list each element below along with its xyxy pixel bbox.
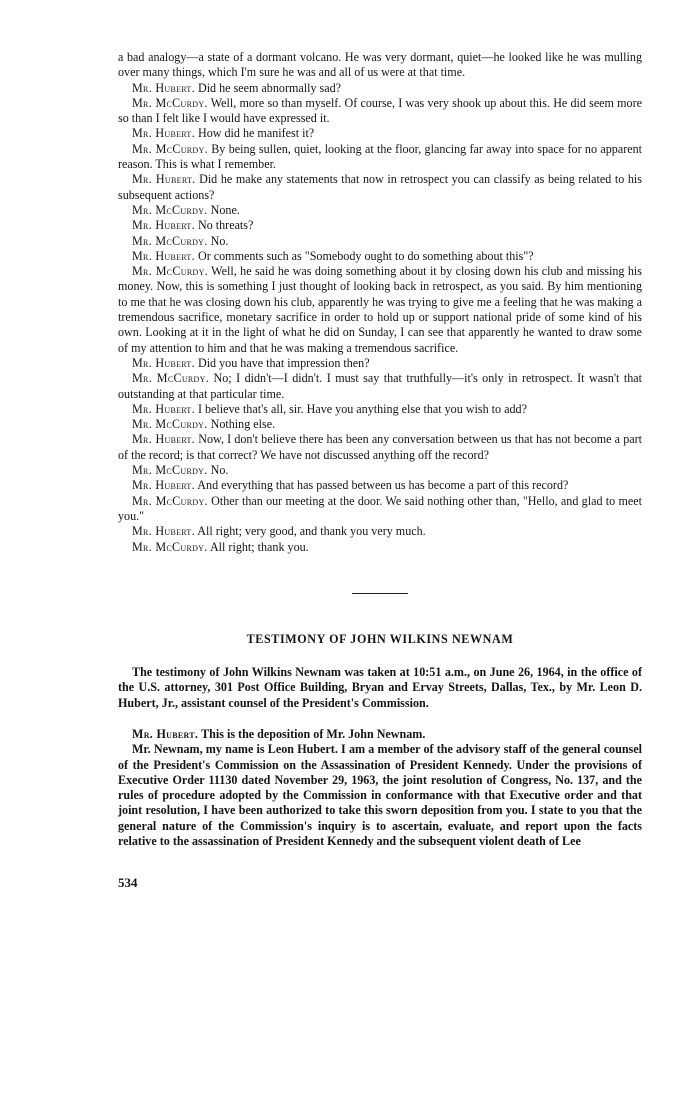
testimony-line [118,203,642,218]
testimony-line [118,494,642,525]
document-page [118,50,642,904]
testimony-line [118,81,642,96]
deposition-paragraph: Mr. Newnam, my name is Leon Hubert. I am a member of the advisory staff of the general counsel of the President's Commission on the Assassination of President Kennedy. Under the provisions of Executive Order 11130 dated November 29, 1963, the joint resolution of Congress, No. 137, and the rules of procedure adopted by the Commission in conformance with that Executive order and that joint resolution, I have been authorized to take this sworn deposition from you. I state to you that the general nature of the Commission's inquiry is to ascertain, evaluate, and report upon the facts relative to the assassination of President Kennedy and the subsequent violent death of Lee [118,742,642,849]
speech-text: Did you have that impression then? [194,355,370,370]
testimony-line [118,524,642,539]
testimony-line [118,234,642,249]
speaker-label: Mr. Hubert. [132,80,195,95]
speaker-label: Mr. Hubert. [132,218,195,233]
speaker-label: Mr. Hubert. [132,432,196,447]
testimony-line [118,371,642,402]
speech-text: Now, I don't believe there has been any conversation between us that has not become a part of the record; is that correct? We have not discussed anything off the record? [118,432,642,462]
speech-text: Well, he said he was doing something about it by closing down his club and missing his money. Now, this is something I just thought of looking back in retrospect, as you said. By him mentioning to me that he was closing down his club, apparently he was trying to give me a feeling that he was making a tremendous sacrifice, monetary sacrifice in order to hold up or support national pride of some kind of his own. Looking at it in the light of what he did on Sunday, I can see that apparently he wanted to draw some of my attention to him and that he was making a tremendous sacrifice. [118,264,642,355]
speech-text: This is the deposition of Mr. John Newnam. [198,726,426,741]
continuation-paragraph: a bad analogy—a state of a dormant volcano. He was very dormant, quiet—he looked like he was mulling over many things, which I'm sure he was and all of us were at that time. [118,50,642,80]
testimony-line [118,540,642,555]
speaker-label: Mr. Hubert. [132,355,195,370]
testimony-line [118,126,642,141]
speech-text: None. [207,202,240,217]
speech-text: Did he make any statements that now in retrospect you can classify as being related to his subsequent actions? [118,172,642,202]
testimony-line [118,142,642,173]
speaker-label: Mr. McCurdy. [132,463,208,478]
speaker-label: Mr. McCurdy. [132,493,208,508]
speech-text: No. [207,463,229,478]
testimony-exchange [118,81,642,555]
testimony-line [118,478,642,493]
testimony-line [118,249,642,264]
speech-text: No. [207,233,229,248]
speaker-label: Mr. McCurdy. [132,233,208,248]
speaker-label: Mr. Hubert. [132,126,195,141]
speaker-label: Mr. McCurdy. [132,202,208,217]
testimony-line [118,218,642,233]
speaker-label: Mr. McCurdy. [132,264,208,279]
speaker-label: Mr. Hubert. [132,172,196,187]
testimony-line [118,356,642,371]
speaker-label: Mr. McCurdy. [132,371,210,386]
deposition-line [118,727,642,742]
section-divider [352,593,408,594]
speaker-label: Mr. Hubert. [132,726,199,741]
testimony-line [118,402,642,417]
speech-text: All right; very good, and thank you very much. [194,524,426,539]
speech-text: I believe that's all, sir. Have you anything else that you wish to add? [194,401,527,416]
speech-text: No; I didn't—I didn't. I must say that truthfully—it's only in retrospect. It wasn't that outstanding at that particular time. [118,371,642,401]
speech-text: All right; thank you. [207,539,309,554]
intro-paragraph: The testimony of John Wilkins Newnam was taken at 10:51 a.m., on June 26, 1964, in the office of the U.S. attorney, 301 Post Office Building, Bryan and Ervay Streets, Dallas, Tex., by Mr. Leon D. Hubert, Jr., assistant counsel of the President's Commission. [118,665,642,710]
speaker-label: Mr. Hubert. [132,524,195,539]
testimony-line [118,463,642,478]
testimony-line [118,432,642,463]
speaker-label: Mr. McCurdy. [132,141,208,156]
speaker-label: Mr. Hubert. [132,248,195,263]
speaker-label: Mr. Hubert. [132,401,195,416]
speaker-label: Mr. McCurdy. [132,539,208,554]
speech-text: Did he seem abnormally sad? [194,80,342,95]
testimony-line [118,96,642,127]
speaker-label: Mr. McCurdy. [132,95,208,110]
testimony-line [118,264,642,356]
speech-text: By being sullen, quiet, looking at the floor, glancing far away into space for no apparent reason. This is what I remember. [118,141,642,172]
speech-text: Nothing else. [207,417,276,432]
speech-text: Or comments such as "Somebody ought to do something about this"? [194,248,534,263]
speech-text: And everything that has passed between us has become a part of this record? [194,478,569,493]
speech-text: Well, more so than myself. Of course, I was very shook up about this. He did seem more so than I felt like I would have expressed it. [118,95,642,126]
section-heading: TESTIMONY OF JOHN WILKINS NEWNAM [246,631,514,646]
speech-text: Other than our meeting at the door. We said nothing other than, "Hello, and glad to meet you." [118,493,642,523]
testimony-line [118,417,642,432]
testimony-line [118,172,642,203]
speech-text: No threats? [194,218,254,233]
speaker-label: Mr. Hubert. [132,478,195,493]
speech-text: How did he manifest it? [194,126,315,141]
speaker-label: Mr. McCurdy. [132,417,208,432]
page-number: 534 [118,875,138,891]
